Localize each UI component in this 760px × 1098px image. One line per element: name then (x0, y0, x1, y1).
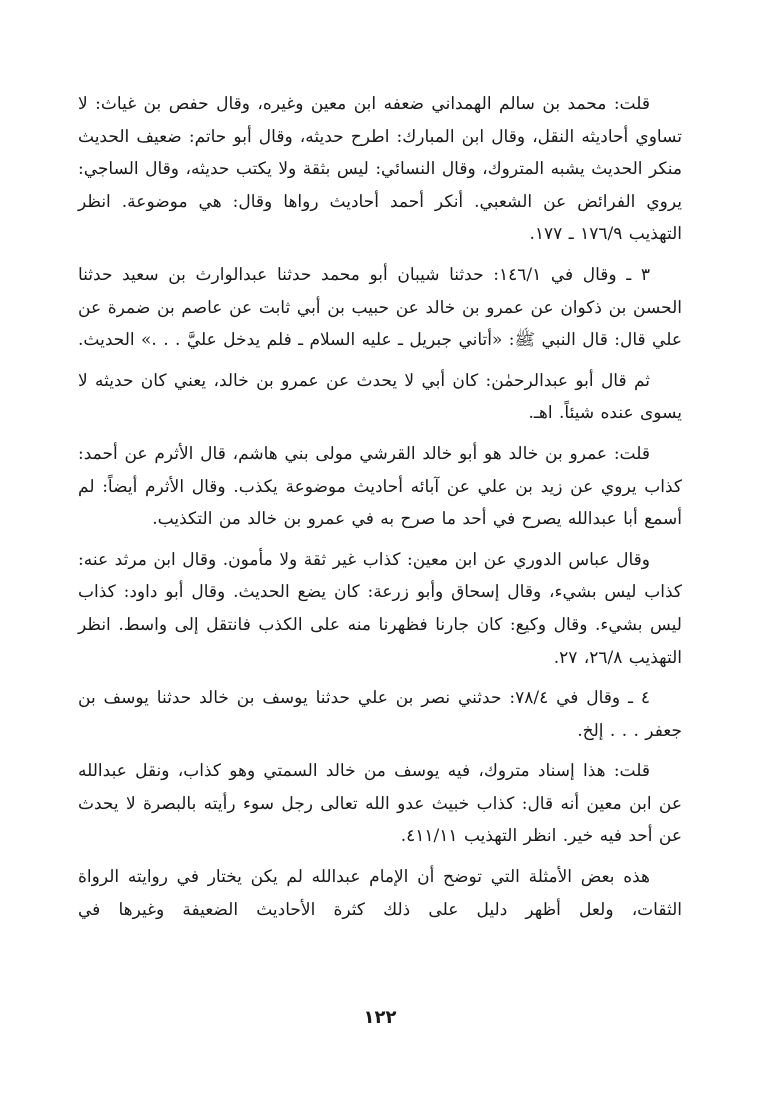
paragraph-6: ٤ ـ وقال في ٧٨/٤: حدثني نصر بن علي حدثنا يوسف بن خالد حدثنا يوسف بن جعفر . . . إلخ. (78, 688, 682, 741)
paragraph-8: هذه بعض الأمثلة التي توضح أن الإمام عبدالله لم يكن يختار في روايته الرواة الثقات، ولعل أظهر دليل على ذلك كثرة الأحاديث الضعيفة وغيرها في (78, 867, 682, 920)
paragraph-3: ثم قال أبو عبدالرحمٰن: كان أبي لا يحدث عن عمرو بن خالد، يعني كان حديثه لا يسوى عنده شيئاً. اهـ. (78, 370, 682, 424)
paragraph-5: وقال عباس الدوري عن ابن معين: كذاب غير ثقة ولا مأمون. وقال ابن مرثد عنه: كذاب ليس بشيء، وقال إسحاق وأبو زرعة: كان يضع الحديث. وقال أبو داود: كذاب ليس بشيء. وقال وكيع: كان جارنا فظهرنا منه على الكذب فانتقل إلى واسط. انظر التهذيب ٢٦/٨، ٢٧. (78, 549, 682, 668)
page-number: ١٢٢ (363, 1007, 397, 1028)
paragraph-7: قلت: هذا إسناد متروك، فيه يوسف من خالد السمتي وهو كذاب، ونقل عبدالله عن ابن معين أنه قال: كذاب خبيث عدو الله تعالى رجل سوء رأيته بالبصرة لا يحدث عن أحد فيه خير. انظر التهذيب ٤١١/١١. (78, 761, 682, 847)
page-body (78, 88, 682, 926)
paragraph-4: قلت: عمرو بن خالد هو أبو خالد القرشي مولى بني هاشم، قال الأثرم عن أحمد: كذاب يروي عن زيد بن علي عن آبائه أحاديث موضوعة يكذب. وقال الأثرم أيضاً: لم أسمع أبا عبدالله يصرح في أحد ما صرح به في عمرو بن خالد من التكذيب. (78, 443, 682, 530)
paragraph-2: ٣ ـ وقال في ١٤٦/١: حدثنا شيبان أبو محمد حدثنا عبدالوارث بن سعيد حدثنا الحسن بن ذكوان عن عمرو بن خالد عن حبيب بن أبي ثابت عن عاصم بن ضمرة عن علي قال: قال النبي ﷺ: «أتاني جبريل ـ عليه السلام ـ فلم يدخل عليَّ . . .» الحديث. (77, 264, 682, 351)
paragraph-1: قلت: محمد بن سالم الهمداني ضعفه ابن معين وغيره، وقال حفص بن غياث: لا تساوي أحاديثه النقل، وقال ابن المبارك: اطرح حديثه، وقال أبو حاتم: ضعيف الحديث منكر الحديث يشبه المتروك، وقال النسائي: ليس بثقة ولا يكتب حديثه، وقال الساجي: يروي الفرائض عن الشعبي. أنكر أحمد أحاديث رواها وقال: هي موضوعة. انظر التهذيب ١٧٦/٩ ـ ١٧٧. (78, 94, 682, 245)
